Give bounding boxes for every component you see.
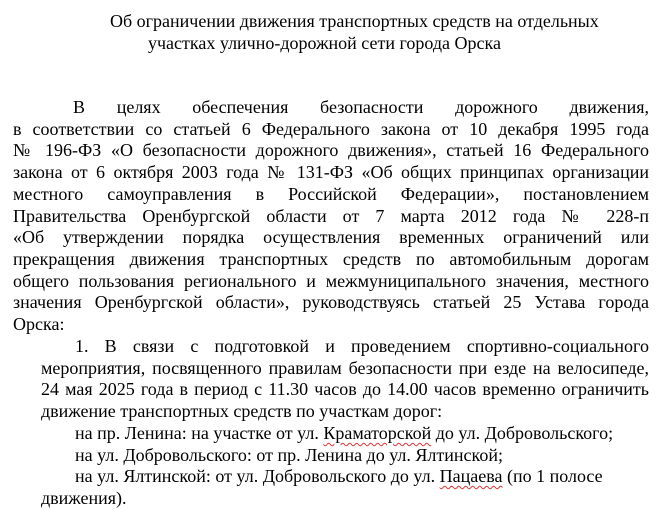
preamble-line: в соответствии со статьей 6 Федерального закона от 10 декабря 1995 года bbox=[13, 118, 649, 139]
item-1-line: 24 мая 2025 года в период с 11.30 часов до 14.00 часов временно ограничить bbox=[41, 379, 649, 400]
road-item-lenina bbox=[13, 423, 649, 445]
road-item-dobrovolskogo: на ул. Добровольского: от пр. Ленина до ул. Ялтинской; bbox=[75, 444, 503, 465]
item-1-line: 1. В связи с подготовкой и проведением спортивно-социального bbox=[75, 336, 649, 356]
title-line-2: участках улично-дорожной сети города Орска bbox=[148, 33, 501, 53]
preamble-line: прекращения движения транспортных средств по автомобильным дорогам bbox=[13, 248, 649, 269]
item-1-line: движение транспортных средств по участкам дорог: bbox=[41, 401, 443, 422]
preamble-line: Орска: bbox=[13, 314, 65, 335]
road-text: (по 1 полосе bbox=[502, 466, 603, 487]
preamble-line: общего пользования регионального и межмуниципального значения, местного bbox=[13, 270, 649, 291]
preamble-line: «Об утверждении порядка осуществления временных ограничений или bbox=[13, 227, 649, 248]
road-item-continuation: движения). bbox=[41, 487, 127, 508]
title-line-1: Об ограничении движения транспортных средств на отдельных bbox=[110, 11, 599, 31]
preamble-line: значения Оренбургской области», руководствуясь статьей 25 Устава города bbox=[13, 292, 649, 313]
preamble-line: В целях обеспечения безопасности дорожного движения, bbox=[73, 97, 649, 117]
item-1-line: мероприятия, посвященного правилам безопасности при езде на велосипеде, bbox=[41, 357, 649, 378]
preamble-line: закона от 6 октября 2003 года № 131-ФЗ «Об общих принципах организации bbox=[13, 162, 649, 183]
flagged-word: Краматорской bbox=[323, 422, 432, 443]
preamble-paragraph bbox=[13, 97, 649, 336]
item-1-paragraph bbox=[13, 336, 649, 510]
road-text: до ул. Добровольского; bbox=[431, 422, 614, 443]
preamble-line: Правительства Оренбургской области от 7 марта 2012 года № 228-п bbox=[13, 205, 649, 226]
road-item-yaltinskoy bbox=[13, 466, 649, 488]
preamble-line: № 196-ФЗ «О безопасности дорожного движения», статьей 16 Федерального bbox=[13, 140, 649, 161]
document-title bbox=[110, 10, 650, 54]
flagged-word: Пацаева bbox=[439, 466, 503, 487]
preamble-line: местного самоуправления в Российской Федерации», постановлением bbox=[13, 183, 649, 204]
road-text: на пр. Ленина: на участке от ул. bbox=[75, 422, 324, 443]
road-text: на ул. Ялтинской: от ул. Добровольского до ул. bbox=[75, 466, 440, 487]
